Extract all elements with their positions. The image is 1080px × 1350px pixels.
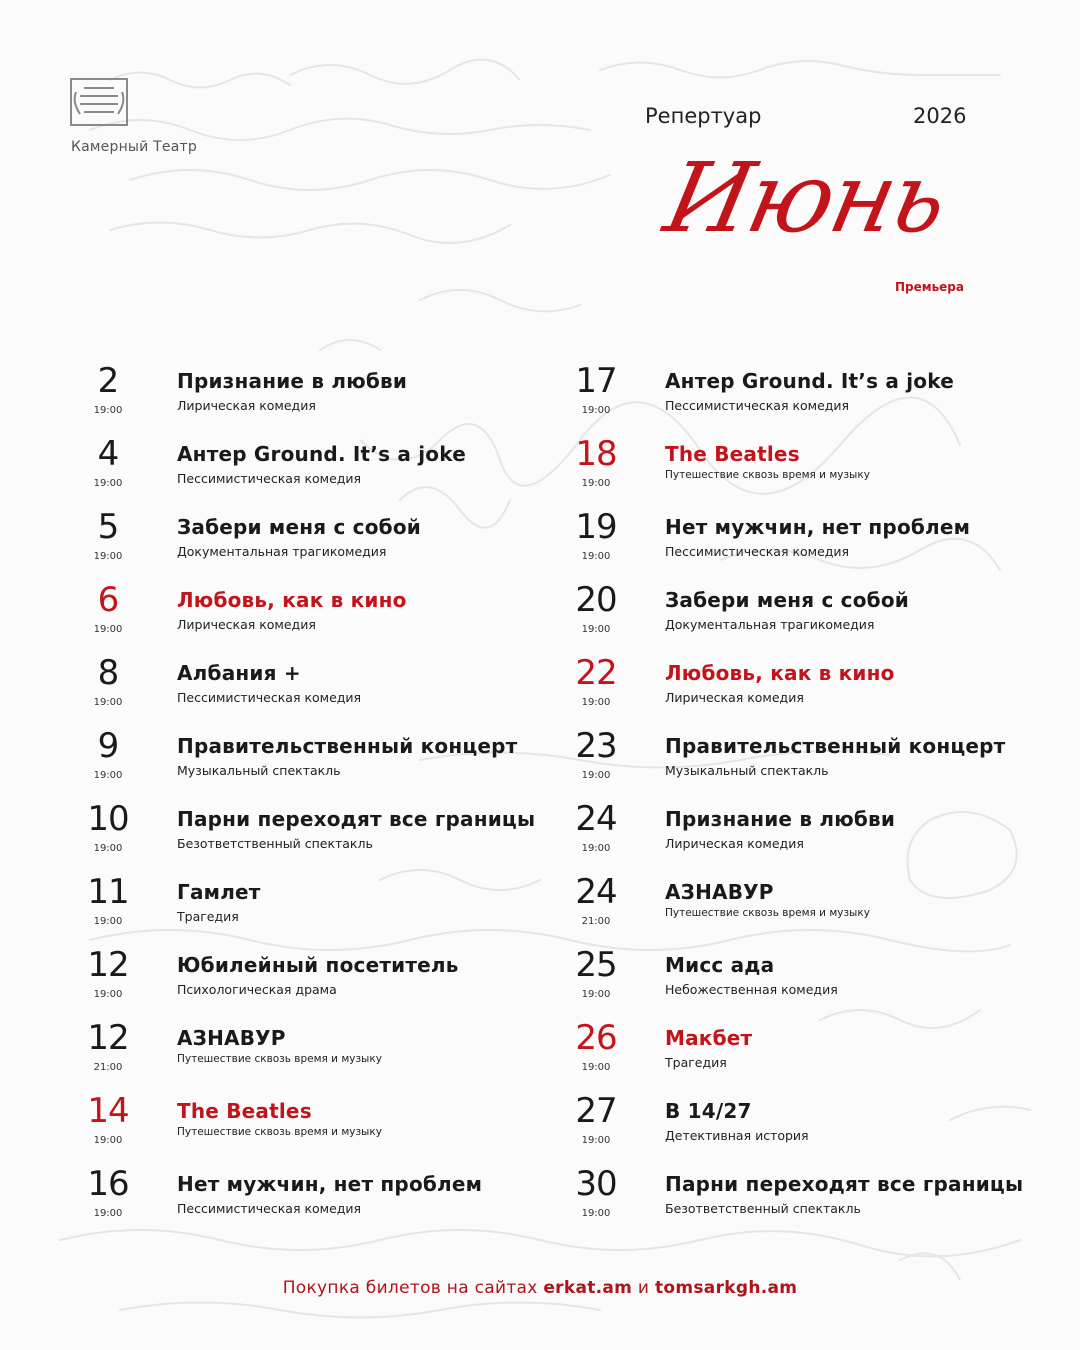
event-title: В 14/27 [665,1099,752,1123]
event-row[interactable] [548,873,1028,946]
event-genre: Небожественная комедия [665,982,838,997]
theatre-logo [70,78,130,128]
event-row[interactable] [548,800,1028,873]
event-day: 12 [87,945,129,985]
event-genre: Трагедия [665,1055,727,1070]
event-time: 19:00 [93,478,123,489]
event-day: 11 [87,872,129,912]
event-time: 19:00 [581,551,611,562]
event-day: 25 [575,945,617,985]
event-genre: Пессимистическая комедия [177,471,362,486]
event-title: The Beatles [177,1099,312,1123]
event-genre: Лирическая комедия [665,690,804,705]
event-time: 19:00 [581,770,611,781]
event-genre: Лирическая комедия [665,836,804,851]
footer-prefix: Покупка билетов на сайтах [282,1278,544,1298]
repertoire-label: Репертуар [645,104,762,128]
event-row[interactable] [60,508,540,581]
event-row[interactable] [548,508,1028,581]
event-title: АЗНАВУР [665,880,774,904]
event-row[interactable] [548,1019,1028,1092]
event-time: 21:00 [581,916,611,927]
event-time: 19:00 [93,405,123,416]
event-title: The Beatles [665,442,800,466]
event-row[interactable] [548,727,1028,800]
event-time: 19:00 [93,1135,123,1146]
event-day: 23 [575,726,617,766]
event-time: 19:00 [581,843,611,854]
event-row[interactable] [60,946,540,1019]
event-title: Правительственный концерт [177,734,518,758]
event-row[interactable] [548,362,1028,435]
event-day: 22 [575,653,617,693]
event-row[interactable] [548,654,1028,727]
event-day: 20 [575,580,617,620]
event-title: Юбилейный посетитель [177,953,459,977]
event-title: Албания + [177,661,301,685]
ticket-footer [0,1278,1080,1298]
event-time: 19:00 [581,478,611,489]
event-title: Правительственный концерт [665,734,1006,758]
event-day: 9 [97,726,119,766]
event-time: 19:00 [581,989,611,1000]
event-row[interactable] [60,800,540,873]
event-day: 27 [575,1091,617,1131]
event-day: 26 [575,1018,617,1058]
event-day: 6 [97,580,119,620]
event-row[interactable] [60,727,540,800]
event-genre: Безответственный спектакль [177,836,373,851]
event-title: Признание в любви [665,807,896,831]
event-row[interactable] [548,1165,1028,1238]
event-genre: Пессимистическая комедия [177,690,362,705]
event-title: Любовь, как в кино [177,588,407,612]
event-genre: Психологическая драма [177,982,337,997]
event-genre: Лирическая комедия [177,617,316,632]
event-title: АЗНАВУР [177,1026,286,1050]
event-day: 5 [97,507,119,547]
tomsarkgh-link[interactable]: tomsarkgh.am [654,1278,798,1298]
event-row[interactable] [548,435,1028,508]
event-day: 24 [575,872,617,912]
event-day: 18 [575,434,617,474]
event-genre: Безответственный спектакль [665,1201,861,1216]
year-label: 2026 [913,104,967,128]
event-day: 14 [87,1091,129,1131]
event-genre: Трагедия [177,909,239,924]
event-genre: Лирическая комедия [177,398,316,413]
erkat-link[interactable]: erkat.am [543,1278,633,1298]
event-row[interactable] [60,1019,540,1092]
event-time: 19:00 [93,624,123,635]
event-time: 19:00 [581,1062,611,1073]
event-time: 19:00 [93,551,123,562]
event-title: Нет мужчин, нет проблем [665,515,971,539]
event-day: 8 [97,653,119,693]
event-genre: Документальная трагикомедия [177,544,387,559]
event-row[interactable] [60,435,540,508]
event-time: 19:00 [581,697,611,708]
month-title: Июнь [656,142,956,254]
event-day: 2 [97,361,119,401]
event-day: 16 [87,1164,129,1204]
event-day: 19 [575,507,617,547]
event-row[interactable] [60,1092,540,1165]
event-title: Гамлет [177,880,261,904]
event-title: Нет мужчин, нет проблем [177,1172,483,1196]
event-genre: Путешествие сквозь время и музыку [665,907,870,919]
event-title: Любовь, как в кино [665,661,895,685]
event-time: 19:00 [93,843,123,854]
event-genre: Музыкальный спектакль [665,763,829,778]
event-genre: Путешествие сквозь время и музыку [665,469,870,481]
event-row[interactable] [548,581,1028,654]
event-title: Макбет [665,1026,753,1050]
event-time: 19:00 [93,989,123,1000]
event-title: Парни переходят все границы [177,807,536,831]
event-row[interactable] [60,873,540,946]
event-time: 19:00 [581,624,611,635]
footer-conj: и [632,1278,655,1298]
schedule-right-column [548,362,1028,1238]
event-title: Антер Ground. It’s a joke [177,442,466,466]
event-row[interactable] [60,654,540,727]
schedule-left-column [60,362,540,1238]
event-day: 24 [575,799,617,839]
event-title: Парни переходят все границы [665,1172,1024,1196]
event-time: 19:00 [581,1135,611,1146]
event-title: Признание в любви [177,369,408,393]
event-title: Антер Ground. It’s a joke [665,369,954,393]
event-time: 21:00 [93,1062,123,1073]
event-time: 19:00 [93,770,123,781]
event-genre: Пессимистическая комедия [665,544,850,559]
event-day: 12 [87,1018,129,1058]
event-time: 19:00 [93,916,123,927]
event-genre: Документальная трагикомедия [665,617,875,632]
event-genre: Пессимистическая комедия [665,398,850,413]
premiere-legend: Премьера [895,280,964,294]
event-row[interactable] [548,946,1028,1019]
event-row[interactable] [548,1092,1028,1165]
event-time: 19:00 [581,1208,611,1219]
event-genre: Путешествие сквозь время и музыку [177,1126,382,1138]
event-title: Забери меня с собой [665,588,909,612]
event-time: 19:00 [581,405,611,416]
logo-text: Камерный Театр [71,139,197,155]
event-time: 19:00 [93,697,123,708]
event-row[interactable] [60,362,540,435]
event-day: 4 [97,434,119,474]
event-day: 30 [575,1164,617,1204]
event-genre: Пессимистическая комедия [177,1201,362,1216]
event-genre: Музыкальный спектакль [177,763,341,778]
event-row[interactable] [60,581,540,654]
event-day: 10 [87,799,129,839]
theatre-logo-icon [70,78,130,128]
event-genre: Путешествие сквозь время и музыку [177,1053,382,1065]
event-time: 19:00 [93,1208,123,1219]
event-genre: Детективная история [665,1128,809,1143]
event-day: 17 [575,361,617,401]
event-title: Забери меня с собой [177,515,421,539]
event-title: Мисс ада [665,953,775,977]
event-row[interactable] [60,1165,540,1238]
